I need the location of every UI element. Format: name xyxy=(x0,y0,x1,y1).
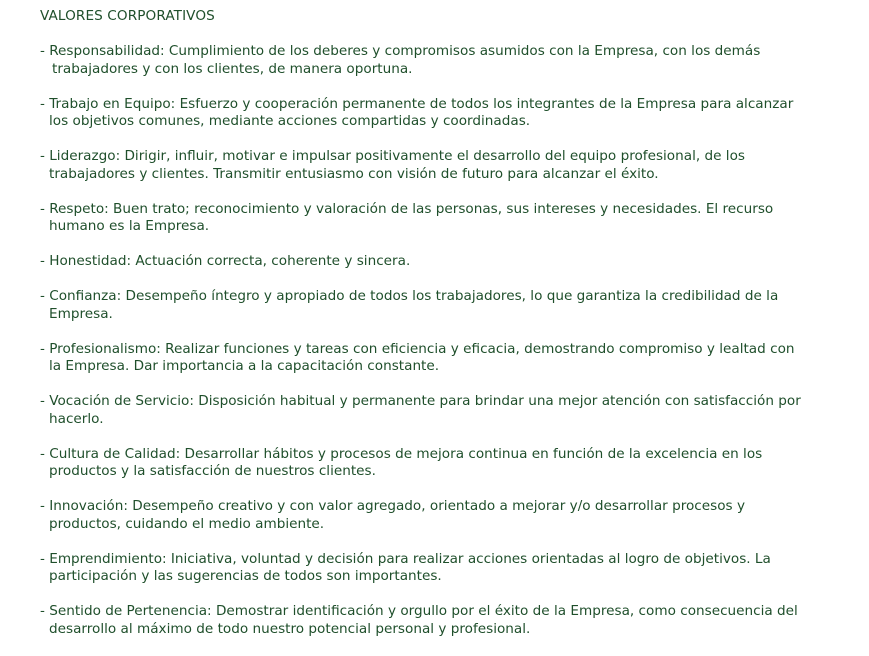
value-item-text: - Respeto: Buen trato; reconocimiento y valoración de las personas, sus intereses y necesidades. El recurso xyxy=(40,200,774,217)
value-item-continuation: humano es la Empresa. xyxy=(49,218,210,234)
value-item-text: - Honestidad: Actuación correcta, coherente y sincera. xyxy=(40,253,411,269)
value-item xyxy=(40,201,855,236)
value-item-text: - Sentido de Pertenencia: Demostrar identificación y orgullo por el éxito de la Empresa, como consecuencia del xyxy=(40,603,798,619)
values-list xyxy=(40,43,855,638)
value-item xyxy=(40,43,855,78)
value-item-continuation: productos y la satisfacción de nuestros clientes. xyxy=(49,463,376,479)
value-item-continuation: desarrollo al máximo de todo nuestro potencial personal y profesional. xyxy=(49,620,531,637)
value-item-text: - Vocación de Servicio: Disposición habitual y permanente para brindar una mejor atención con satisfacción por xyxy=(40,393,801,409)
document-title: VALORES CORPORATIVOS xyxy=(40,8,215,24)
value-item xyxy=(40,603,855,638)
value-item xyxy=(40,96,855,131)
value-item-continuation: los objetivos comunes, mediante acciones compartidas y coordinadas. xyxy=(49,113,531,129)
corporate-values-document xyxy=(40,8,855,656)
value-item-text: - Cultura de Calidad: Desarrollar hábitos y procesos de mejora continua en función de la excelencia en los xyxy=(40,445,763,462)
value-item xyxy=(40,148,855,183)
value-item-continuation: productos, cuidando el medio ambiente. xyxy=(49,515,325,532)
value-item-text: - Trabajo en Equipo: Esfuerzo y cooperación permanente de todos los integrantes de la Empresa para alcanzar xyxy=(40,95,794,112)
value-item-text: - Responsabilidad: Cumplimiento de los deberes y compromisos asumidos con la Empresa, con los demás xyxy=(40,43,761,59)
value-item xyxy=(40,253,855,271)
value-item xyxy=(40,288,855,323)
value-item-continuation: hacerlo. xyxy=(49,410,104,427)
value-item xyxy=(40,341,855,376)
value-item-continuation: trabajadores y con los clientes, de manera oportuna. xyxy=(52,60,413,77)
value-item-continuation: participación y las sugerencias de todos son importantes. xyxy=(49,568,442,584)
value-item-continuation: la Empresa. Dar importancia a la capacitación constante. xyxy=(49,358,440,374)
value-item-text: - Profesionalismo: Realizar funciones y tareas con eficiencia y eficacia, demostrando compromiso y lealtad con xyxy=(40,340,795,357)
value-item-text: - Confianza: Desempeño íntegro y apropiado de todos los trabajadores, lo que garantiza la credibilidad de la xyxy=(40,288,779,304)
value-item xyxy=(40,498,855,533)
value-item xyxy=(40,551,855,586)
value-item xyxy=(40,393,855,428)
value-item-text: - Emprendimiento: Iniciativa, voluntad y decisión para realizar acciones orientadas al logro de objetivos. La xyxy=(40,550,771,567)
value-item-text: - Innovación: Desempeño creativo y con valor agregado, orientado a mejorar y/o desarrollar procesos y xyxy=(40,498,745,514)
value-item-continuation: Empresa. xyxy=(49,305,113,322)
value-item-text: - Liderazgo: Dirigir, influir, motivar e impulsar positivamente el desarrollo del equipo profesional, de los xyxy=(40,148,745,164)
value-item xyxy=(40,446,855,481)
value-item-continuation: trabajadores y clientes. Transmitir entusiasmo con visión de futuro para alcanzar el éxito. xyxy=(49,165,659,182)
